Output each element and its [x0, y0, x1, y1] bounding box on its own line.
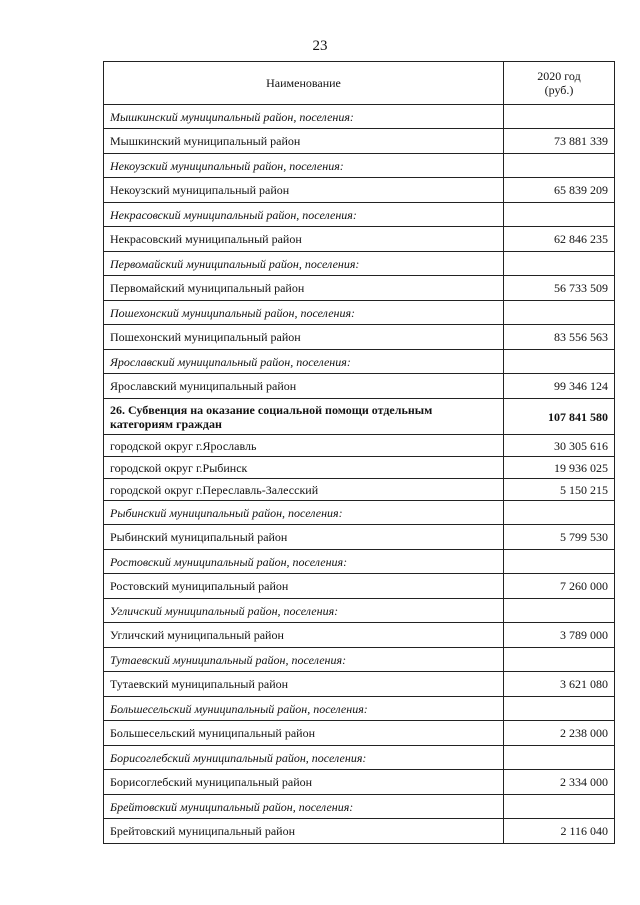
table-row: [104, 501, 615, 525]
row-amount: 19 936 025: [504, 457, 615, 479]
table-row: [104, 325, 615, 350]
table-header-row: [104, 62, 615, 105]
row-name: городской округ г.Рыбинск: [104, 457, 504, 479]
table-row: [104, 746, 615, 770]
column-header-name: Наименование: [104, 62, 504, 105]
row-amount: 3 789 000: [504, 623, 615, 648]
row-name: Пошехонский муниципальный район, поселения:: [104, 301, 504, 325]
row-name: Первомайский муниципальный район, поселения:: [104, 252, 504, 276]
row-amount: 5 150 215: [504, 479, 615, 501]
row-amount: 99 346 124: [504, 374, 615, 399]
row-amount: [504, 550, 615, 574]
row-amount: 83 556 563: [504, 325, 615, 350]
row-name: Мышкинский муниципальный район: [104, 129, 504, 154]
table-row: [104, 721, 615, 746]
row-name: Некрасовский муниципальный район, поселения:: [104, 203, 504, 227]
table-row: [104, 203, 615, 227]
table-row: [104, 178, 615, 203]
table-row: [104, 795, 615, 819]
budget-table: [103, 61, 615, 844]
table-row: [104, 479, 615, 501]
row-amount: [504, 301, 615, 325]
row-amount: 62 846 235: [504, 227, 615, 252]
table-row: [104, 648, 615, 672]
row-name: Первомайский муниципальный район: [104, 276, 504, 301]
row-amount: [504, 501, 615, 525]
table-row: [104, 129, 615, 154]
row-amount: 2 238 000: [504, 721, 615, 746]
table-row: [104, 252, 615, 276]
row-name: Борисоглебский муниципальный район, поселения:: [104, 746, 504, 770]
row-name: Ростовский муниципальный район: [104, 574, 504, 599]
row-amount: 65 839 209: [504, 178, 615, 203]
table-row: [104, 525, 615, 550]
row-amount: [504, 252, 615, 276]
row-amount: [504, 599, 615, 623]
row-amount: 30 305 616: [504, 435, 615, 457]
table-row: [104, 154, 615, 178]
table-row: [104, 435, 615, 457]
table-body: [104, 105, 615, 844]
row-name: Тутаевский муниципальный район, поселения:: [104, 648, 504, 672]
column-header-unit: (руб.): [544, 83, 574, 97]
row-amount: [504, 105, 615, 129]
row-amount: 7 260 000: [504, 574, 615, 599]
table-row: [104, 374, 615, 399]
row-name: 26. Субвенция на оказание социальной помощи отдельным категориям граждан: [104, 399, 504, 435]
table-row: [104, 276, 615, 301]
row-name: Пошехонский муниципальный район: [104, 325, 504, 350]
row-amount: [504, 697, 615, 721]
table-row: [104, 623, 615, 648]
row-name: Мышкинский муниципальный район, поселения:: [104, 105, 504, 129]
row-name: Рыбинский муниципальный район: [104, 525, 504, 550]
row-name: Большесельский муниципальный район: [104, 721, 504, 746]
row-amount: 56 733 509: [504, 276, 615, 301]
row-name: городской округ г.Ярославль: [104, 435, 504, 457]
row-name: Ярославский муниципальный район, поселения:: [104, 350, 504, 374]
row-name: Брейтовский муниципальный район, поселения:: [104, 795, 504, 819]
column-header-year-label: 2020 год: [537, 69, 581, 83]
row-name: городской округ г.Переславль-Залесский: [104, 479, 504, 501]
row-name: Ярославский муниципальный район: [104, 374, 504, 399]
table-row: [104, 105, 615, 129]
table-row: [104, 301, 615, 325]
table-row: [104, 819, 615, 844]
row-name: Борисоглебский муниципальный район: [104, 770, 504, 795]
row-name: Брейтовский муниципальный район: [104, 819, 504, 844]
row-name: Большесельский муниципальный район, поселения:: [104, 697, 504, 721]
row-name: Ростовский муниципальный район, поселения:: [104, 550, 504, 574]
row-name: Рыбинский муниципальный район, поселения:: [104, 501, 504, 525]
table-row: [104, 599, 615, 623]
table-row: [104, 574, 615, 599]
row-name: Тутаевский муниципальный район: [104, 672, 504, 697]
row-name: Угличский муниципальный район, поселения:: [104, 599, 504, 623]
row-name: Некрасовский муниципальный район: [104, 227, 504, 252]
row-amount: [504, 795, 615, 819]
row-name: Некоузский муниципальный район: [104, 178, 504, 203]
table-row: [104, 399, 615, 435]
table-row: [104, 697, 615, 721]
table-row: [104, 457, 615, 479]
row-amount: [504, 648, 615, 672]
column-header-year: [504, 62, 615, 105]
row-amount: 2 334 000: [504, 770, 615, 795]
row-amount: 3 621 080: [504, 672, 615, 697]
row-amount: 5 799 530: [504, 525, 615, 550]
table-row: [104, 350, 615, 374]
row-name: Угличский муниципальный район: [104, 623, 504, 648]
row-amount: [504, 203, 615, 227]
table-row: [104, 672, 615, 697]
row-amount: 107 841 580: [504, 399, 615, 435]
row-amount: [504, 154, 615, 178]
row-amount: 73 881 339: [504, 129, 615, 154]
row-amount: [504, 746, 615, 770]
page-number: 23: [312, 38, 328, 54]
row-amount: 2 116 040: [504, 819, 615, 844]
table-row: [104, 770, 615, 795]
table-row: [104, 227, 615, 252]
table-row: [104, 550, 615, 574]
row-amount: [504, 350, 615, 374]
row-name: Некоузский муниципальный район, поселения:: [104, 154, 504, 178]
